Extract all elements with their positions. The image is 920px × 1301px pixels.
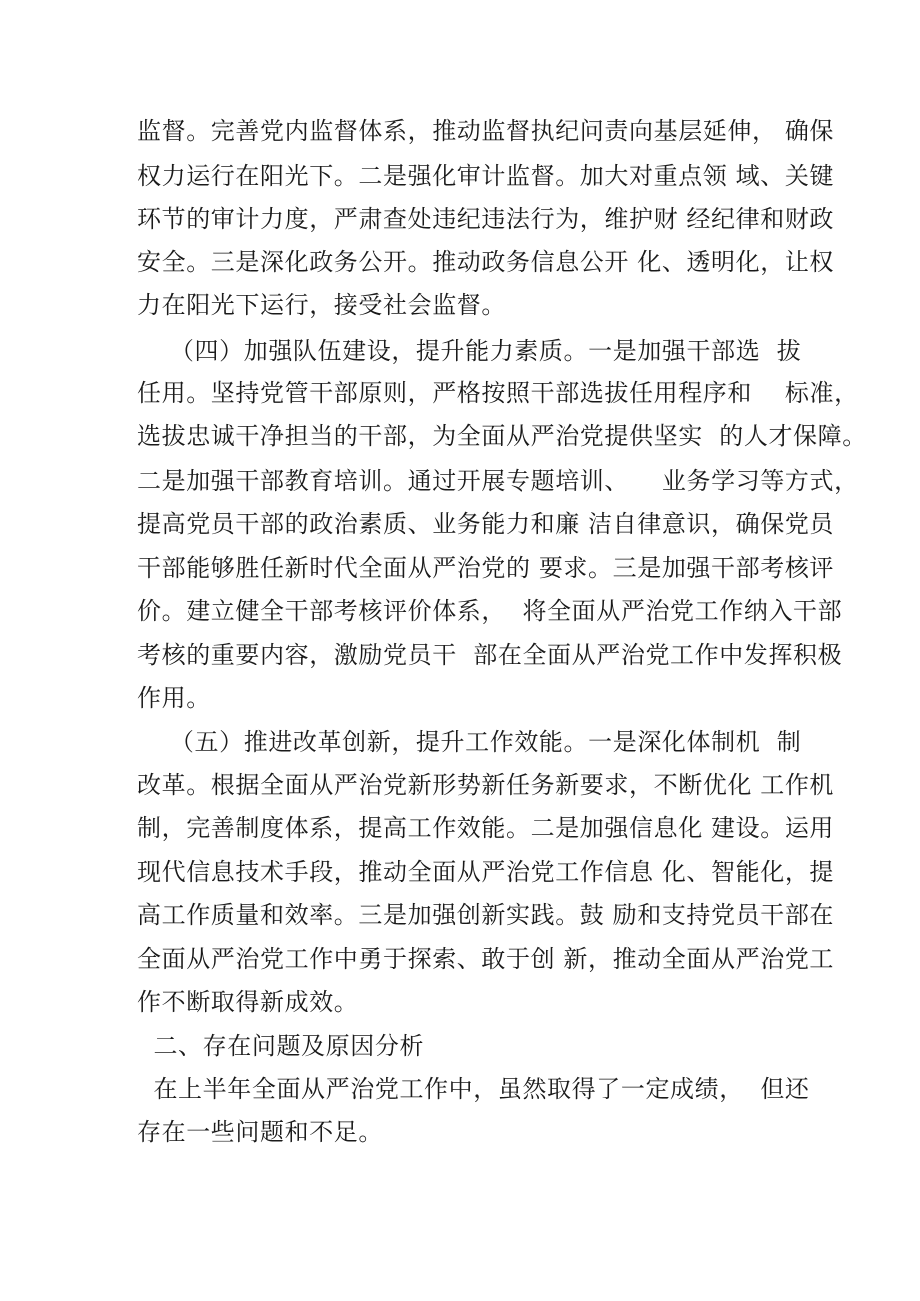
- text-line: 全面从严治党工作中勇于探索、敢于创 新，推动全面从严治党工: [137, 945, 835, 973]
- text-line: 在上半年全面从严治党工作中，虽然取得了一定成绩， 但还: [137, 1075, 810, 1103]
- text-line: 提高党员干部的政治素质、业务能力和廉 洁自律意识，确保党员: [137, 510, 835, 538]
- section-heading-line: （四）加强队伍建设，提升能力素质。一是加强干部选 拔: [137, 337, 802, 365]
- text-line: 监督。完善党内监督体系，推动监督执纪问责向基层延伸， 确保: [137, 117, 835, 145]
- text-line: 高工作质量和效率。三是加强创新实践。鼓 励和支持党员干部在: [137, 901, 835, 929]
- section-title: 二、存在问题及原因分析: [137, 1032, 425, 1060]
- text-line: 二是加强干部教育培训。通过开展专题培训、 业务学习等方式，: [137, 467, 859, 495]
- text-line: 制，完善制度体系，提高工作效能。二是加强信息化 建设。运用: [137, 814, 835, 842]
- text-line: 环节的审计力度，严肃查处违纪违法行为，维护财 经纪律和财政: [137, 205, 835, 233]
- text-line: 作用。: [137, 684, 211, 712]
- text-line: 考核的重要内容，激励党员干 部在全面从严治党工作中发挥积极: [137, 641, 843, 669]
- text-line: 力在阳光下运行，接受社会监督。: [137, 291, 506, 319]
- section-heading-line: （五）推进改革创新，提升工作效能。一是深化体制机 制: [137, 728, 802, 756]
- text-line: 作不断取得新成效。: [137, 988, 359, 1016]
- text-line: 权力运行在阳光下。二是强化审计监督。加大对重点领 域、关键: [137, 162, 835, 190]
- text-line: 选拔忠诚干净担当的干部，为全面从严治党提供坚实 的人才保障。: [137, 422, 867, 450]
- text-line: 改革。根据全面从严治党新形势新任务新要求，不断优化 工作机: [137, 771, 835, 799]
- text-line: 存在一些问题和不足。: [137, 1118, 383, 1146]
- text-line: 任用。坚持党管干部原则，严格按照干部选拔任用程序和 标准，: [137, 379, 859, 407]
- text-line: 价。建立健全干部考核评价体系， 将全面从严治党工作纳入干部: [137, 597, 843, 625]
- text-line: 干部能够胜任新时代全面从严治党的 要求。三是加强干部考核评: [137, 554, 835, 582]
- text-line: 安全。三是深化政务公开。推动政务信息公开 化、透明化，让权: [137, 248, 835, 276]
- text-line: 现代信息技术手段，推动全面从严治党工作信息 化、智能化，提: [137, 858, 835, 886]
